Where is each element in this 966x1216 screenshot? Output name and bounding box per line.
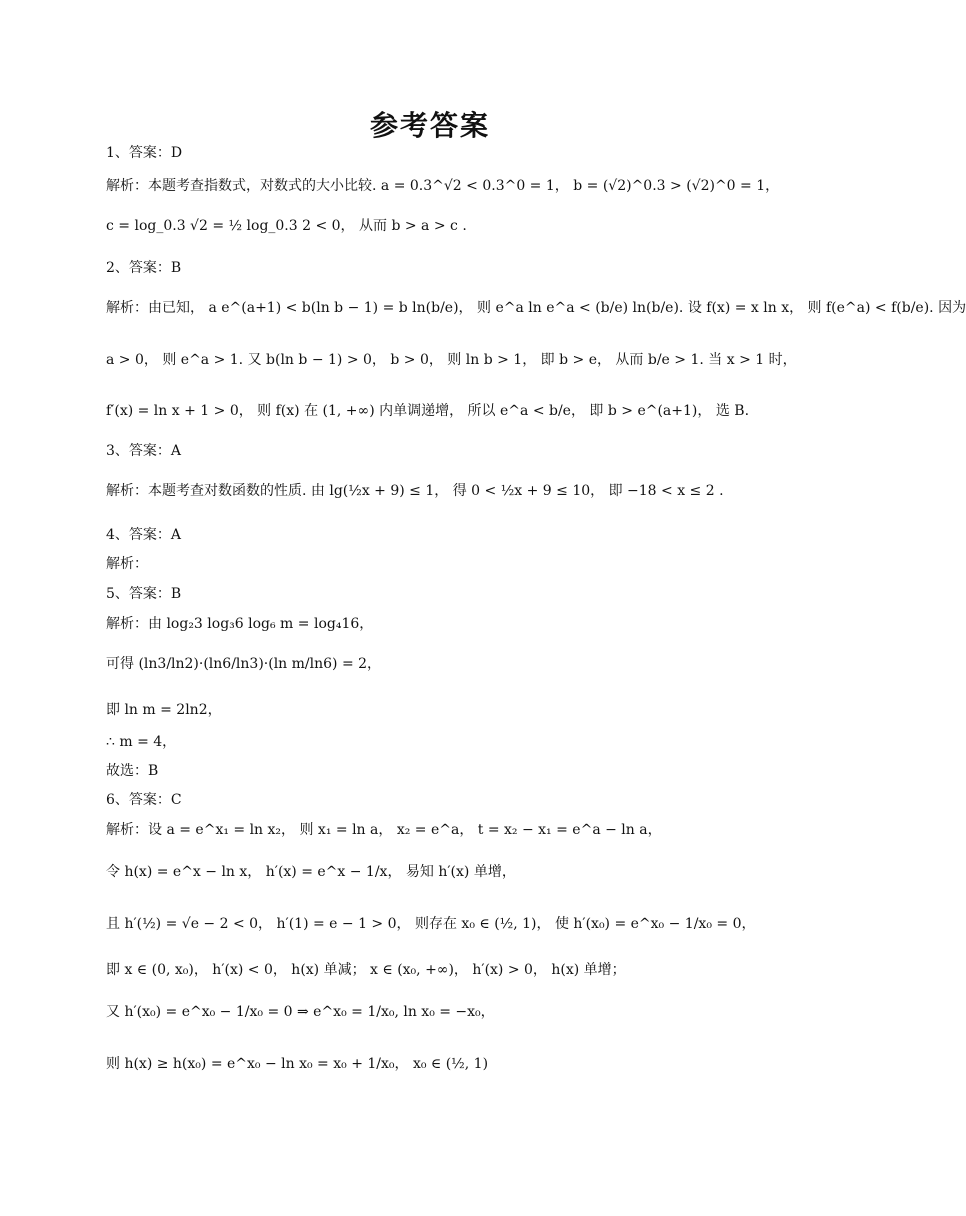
solution-5-line-2: 可得 (ln3/ln2)·(ln6/ln3)·(ln m/ln6) = 2，: [106, 656, 382, 672]
solution-2-line-2: a > 0， 则 e^a > 1. 又 b(ln b − 1) > 0， b > 0， 则 ln b > 1， 即 b > e， 从而 b/e > 1. 当 x > 1 时，: [106, 352, 797, 368]
solution-5-line-1: 解析：由 log₂3 log₃6 log₆ m = log₄16，: [106, 616, 374, 632]
answer-1: 1、答案：D: [106, 145, 183, 161]
solution-5-line-5: 故选：B: [106, 763, 159, 779]
solution-1-line-2: c = log_0.3 √2 = ½ log_0.3 2 < 0， 从而 b > a > c .: [106, 218, 467, 234]
answer-6: 6、答案：C: [106, 792, 182, 808]
solution-2-line-3: f′(x) = ln x + 1 > 0， 则 f(x) 在 (1, +∞) 内单调递增， 所以 e^a < b/e， 即 b > e^(a+1)， 选 B.: [106, 403, 750, 419]
page-title: 参考答案: [369, 109, 490, 142]
solution-5-line-3: 即 ln m = 2ln2，: [106, 702, 222, 718]
solution-5-line-4: ∴ m = 4，: [106, 734, 177, 750]
answer-5: 5、答案：B: [106, 586, 182, 602]
answer-3: 3、答案：A: [106, 443, 182, 459]
solution-2-line-1: 解析：由已知， a e^(a+1) < b(ln b − 1) = b ln(b/e)， 则 e^a ln e^a < (b/e) ln(b/e). 设 f(x) = x ln x， 则 f(e^a) < f(b/e). 因为: [106, 300, 966, 316]
solution-6-line-1: 解析：设 a = e^x₁ = ln x₂， 则 x₁ = ln a， x₂ = e^a， t = x₂ − x₁ = e^a − ln a，: [106, 822, 662, 838]
solution-6-line-2: 令 h(x) = e^x − ln x， h′(x) = e^x − 1/x， 易知 h′(x) 单增，: [106, 864, 516, 880]
solution-6-line-3: 且 h′(½) = √e − 2 < 0， h′(1) = e − 1 > 0， 则存在 x₀ ∈ (½, 1)， 使 h′(x₀) = e^x₀ − 1/x₀ = 0，: [106, 916, 756, 932]
solution-6-line-6: 则 h(x) ≥ h(x₀) = e^x₀ − ln x₀ = x₀ + 1/x₀， x₀ ∈ (½, 1): [106, 1056, 489, 1072]
answer-2: 2、答案：B: [106, 260, 182, 276]
solution-1-line-1: 解析：本题考查指数式，对数式的大小比较. a = 0.3^√2 < 0.3^0 = 1， b = (√2)^0.3 > (√2)^0 = 1，: [106, 178, 780, 194]
solution-6-line-5: 又 h′(x₀) = e^x₀ − 1/x₀ = 0 ⇒ e^x₀ = 1/x₀, ln x₀ = −x₀，: [106, 1004, 495, 1020]
solution-4: 解析：: [106, 556, 148, 572]
solution-3: 解析：本题考查对数函数的性质. 由 lg(½x + 9) ≤ 1， 得 0 < ½x + 9 ≤ 10， 即 −18 < x ≤ 2 .: [106, 483, 724, 499]
solution-6-line-4: 即 x ∈ (0, x₀)， h′(x) < 0， h(x) 单减； x ∈ (x₀, +∞)， h′(x) > 0， h(x) 单增；: [106, 962, 626, 978]
answer-4: 4、答案：A: [106, 527, 182, 543]
